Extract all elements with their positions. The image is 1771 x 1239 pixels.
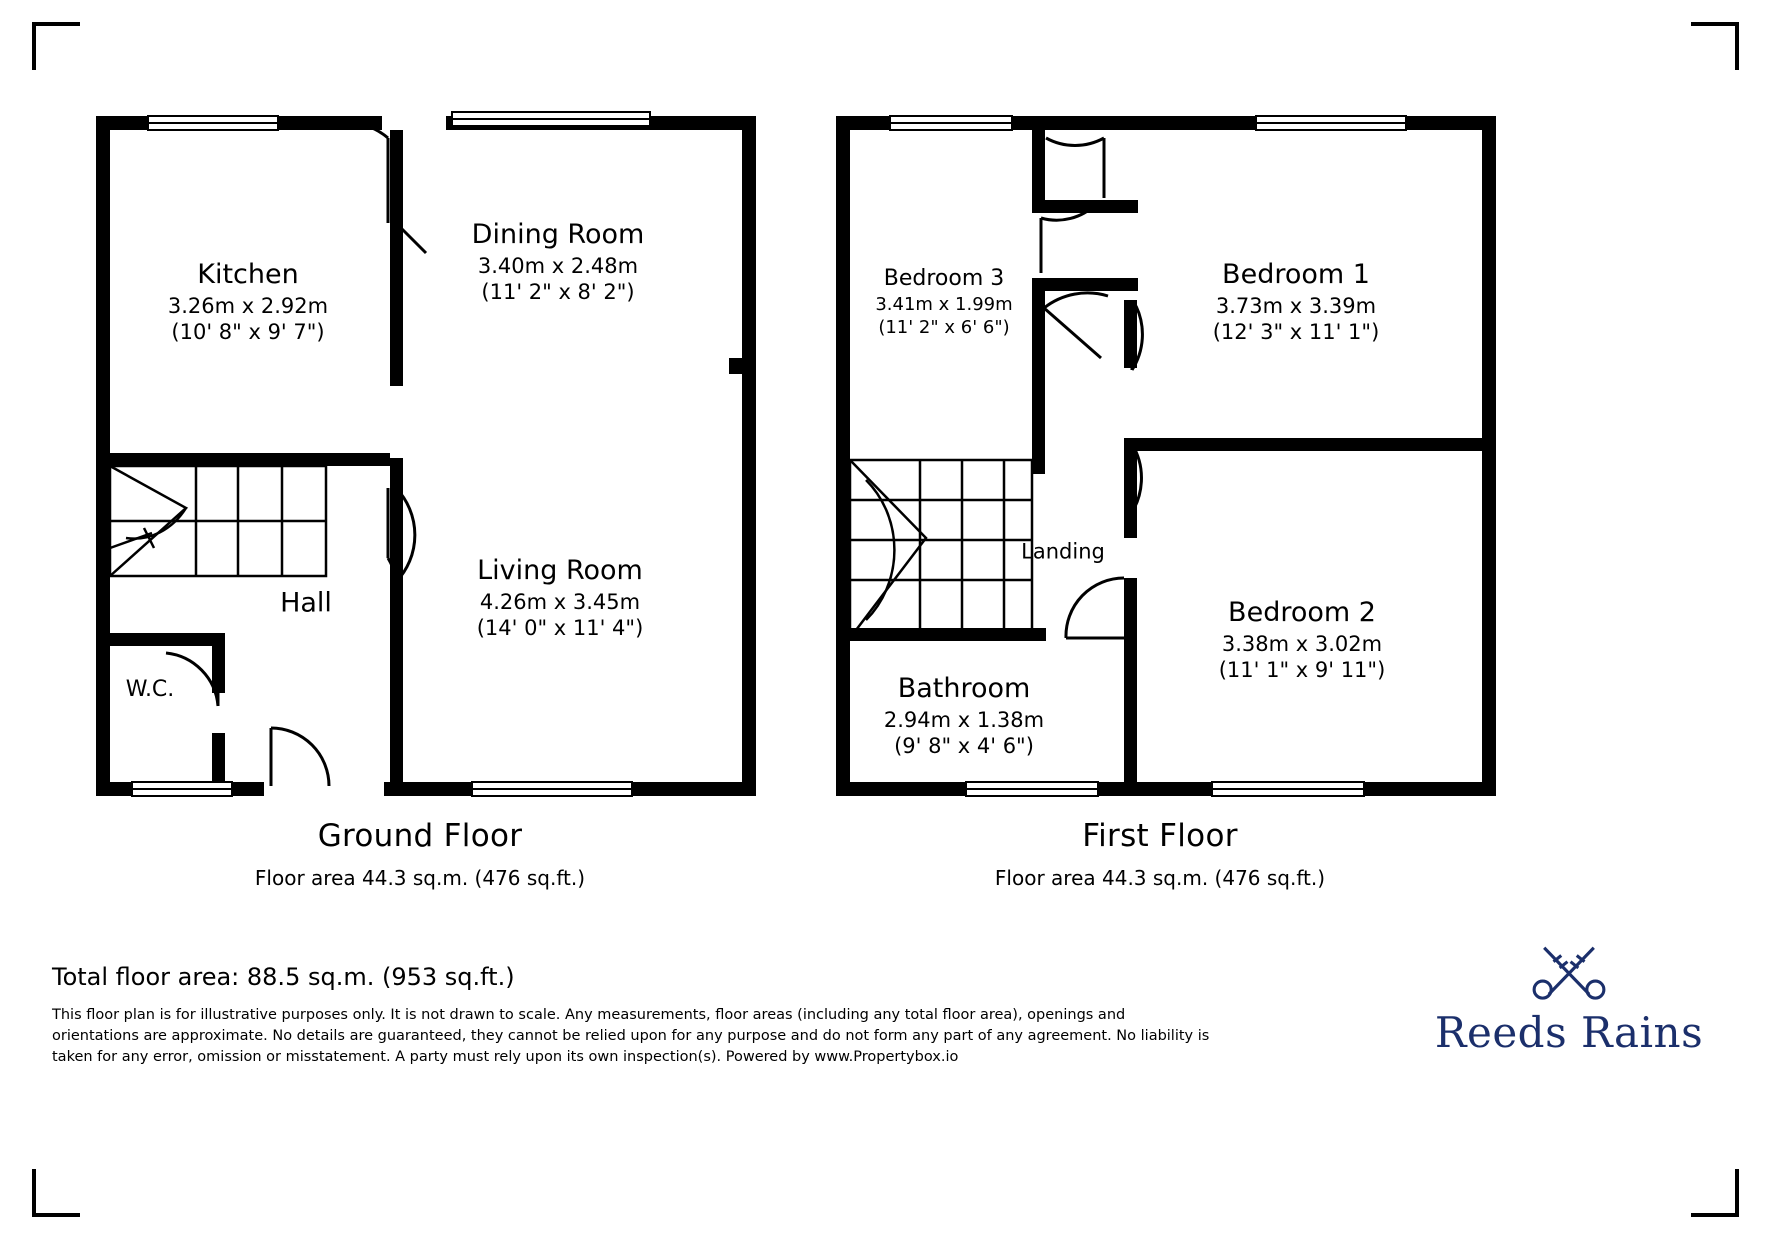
room-dimensions-metric: 3.40m x 2.48m [477,253,639,278]
corner-mark-top-left [32,22,80,70]
room-dimensions-metric: 3.38m x 3.02m [1221,631,1383,656]
corner-mark-bottom-left [32,1169,80,1217]
room-name: Bedroom 1 [1222,258,1370,290]
room-name: W.C. [125,676,175,702]
room-label-bedroom-1 [1213,258,1380,346]
room-label-hall [280,587,332,622]
room-label-living-room [477,554,644,642]
ground-floor-plan [96,108,756,808]
room-label-bedroom-2 [1219,596,1386,684]
room-label-bathroom [884,672,1044,760]
room-dimensions-imperial: (9' 8" x 4' 6") [894,734,1034,759]
staircase-first [850,460,1032,638]
corner-mark-bottom-right [1691,1169,1739,1217]
room-name: Hall [280,587,332,619]
room-name: Kitchen [197,258,299,290]
room-dimensions-metric: 3.26m x 2.92m [167,293,329,318]
room-dimensions-imperial: (10' 8" x 9' 7") [171,320,325,345]
room-dimensions-metric: 3.73m x 3.39m [1215,293,1377,318]
room-label-bedroom-3 [875,265,1012,339]
disclaimer-text: This floor plan is for illustrative purposes only. It is not drawn to scale. Any measurements, floor areas (including any total floor area), openings and orientations are approximate. No details are guaranteed, they cannot be relied upon for any purpose and do not form any part of any agreement. No liability is taken for any error, omission or misstatement. A party must rely upon its own inspection(s). Powered by www.Propertybox.io [52,1007,1210,1066]
total-floor-area: Total floor area: 88.5 sq.m. (953 sq.ft.) [52,963,515,991]
room-name: Bathroom [897,672,1031,704]
room-name: Dining Room [471,218,645,250]
room-name: Bedroom 2 [1228,596,1376,628]
room-dimensions-imperial: (12' 3" x 11' 1") [1212,320,1380,345]
brand-name: Reeds Rains [1434,1008,1704,1057]
floor-title: First Floor [1082,818,1238,854]
staircase-ground [110,466,326,576]
room-dimensions-imperial: (11' 2" x 8' 2") [481,280,635,305]
first-floor-caption [810,818,1510,890]
room-dimensions-imperial: (11' 1" x 9' 11") [1218,658,1386,683]
room-label-wc [126,676,175,704]
room-label-kitchen [168,258,328,346]
floor-title: Ground Floor [317,818,523,854]
room-name: Living Room [477,554,643,586]
room-name: Landing [1021,539,1105,564]
ground-floor-caption [70,818,770,890]
room-dimensions-metric: 4.26m x 3.45m [479,589,641,614]
room-name: Bedroom 3 [883,265,1005,291]
room-dimensions-imperial: (14' 0" x 11' 4") [476,616,644,641]
corner-mark-top-right [1691,22,1739,70]
crossed-keys-icon [1509,940,1629,1002]
floor-area: Floor area 44.3 sq.m. (476 sq.ft.) [254,866,586,890]
room-dimensions-metric: 3.41m x 1.99m [875,294,1013,316]
floor-area: Floor area 44.3 sq.m. (476 sq.ft.) [994,866,1326,890]
room-dimensions-imperial: (11' 2" x 6' 6") [878,317,1010,339]
brand-logo [1419,940,1719,1057]
first-floor-plan [836,108,1496,808]
ground-floor-drawing [96,108,756,808]
room-label-landing [1021,539,1105,566]
room-label-dining-room [472,218,645,306]
room-dimensions-metric: 2.94m x 1.38m [883,707,1045,732]
